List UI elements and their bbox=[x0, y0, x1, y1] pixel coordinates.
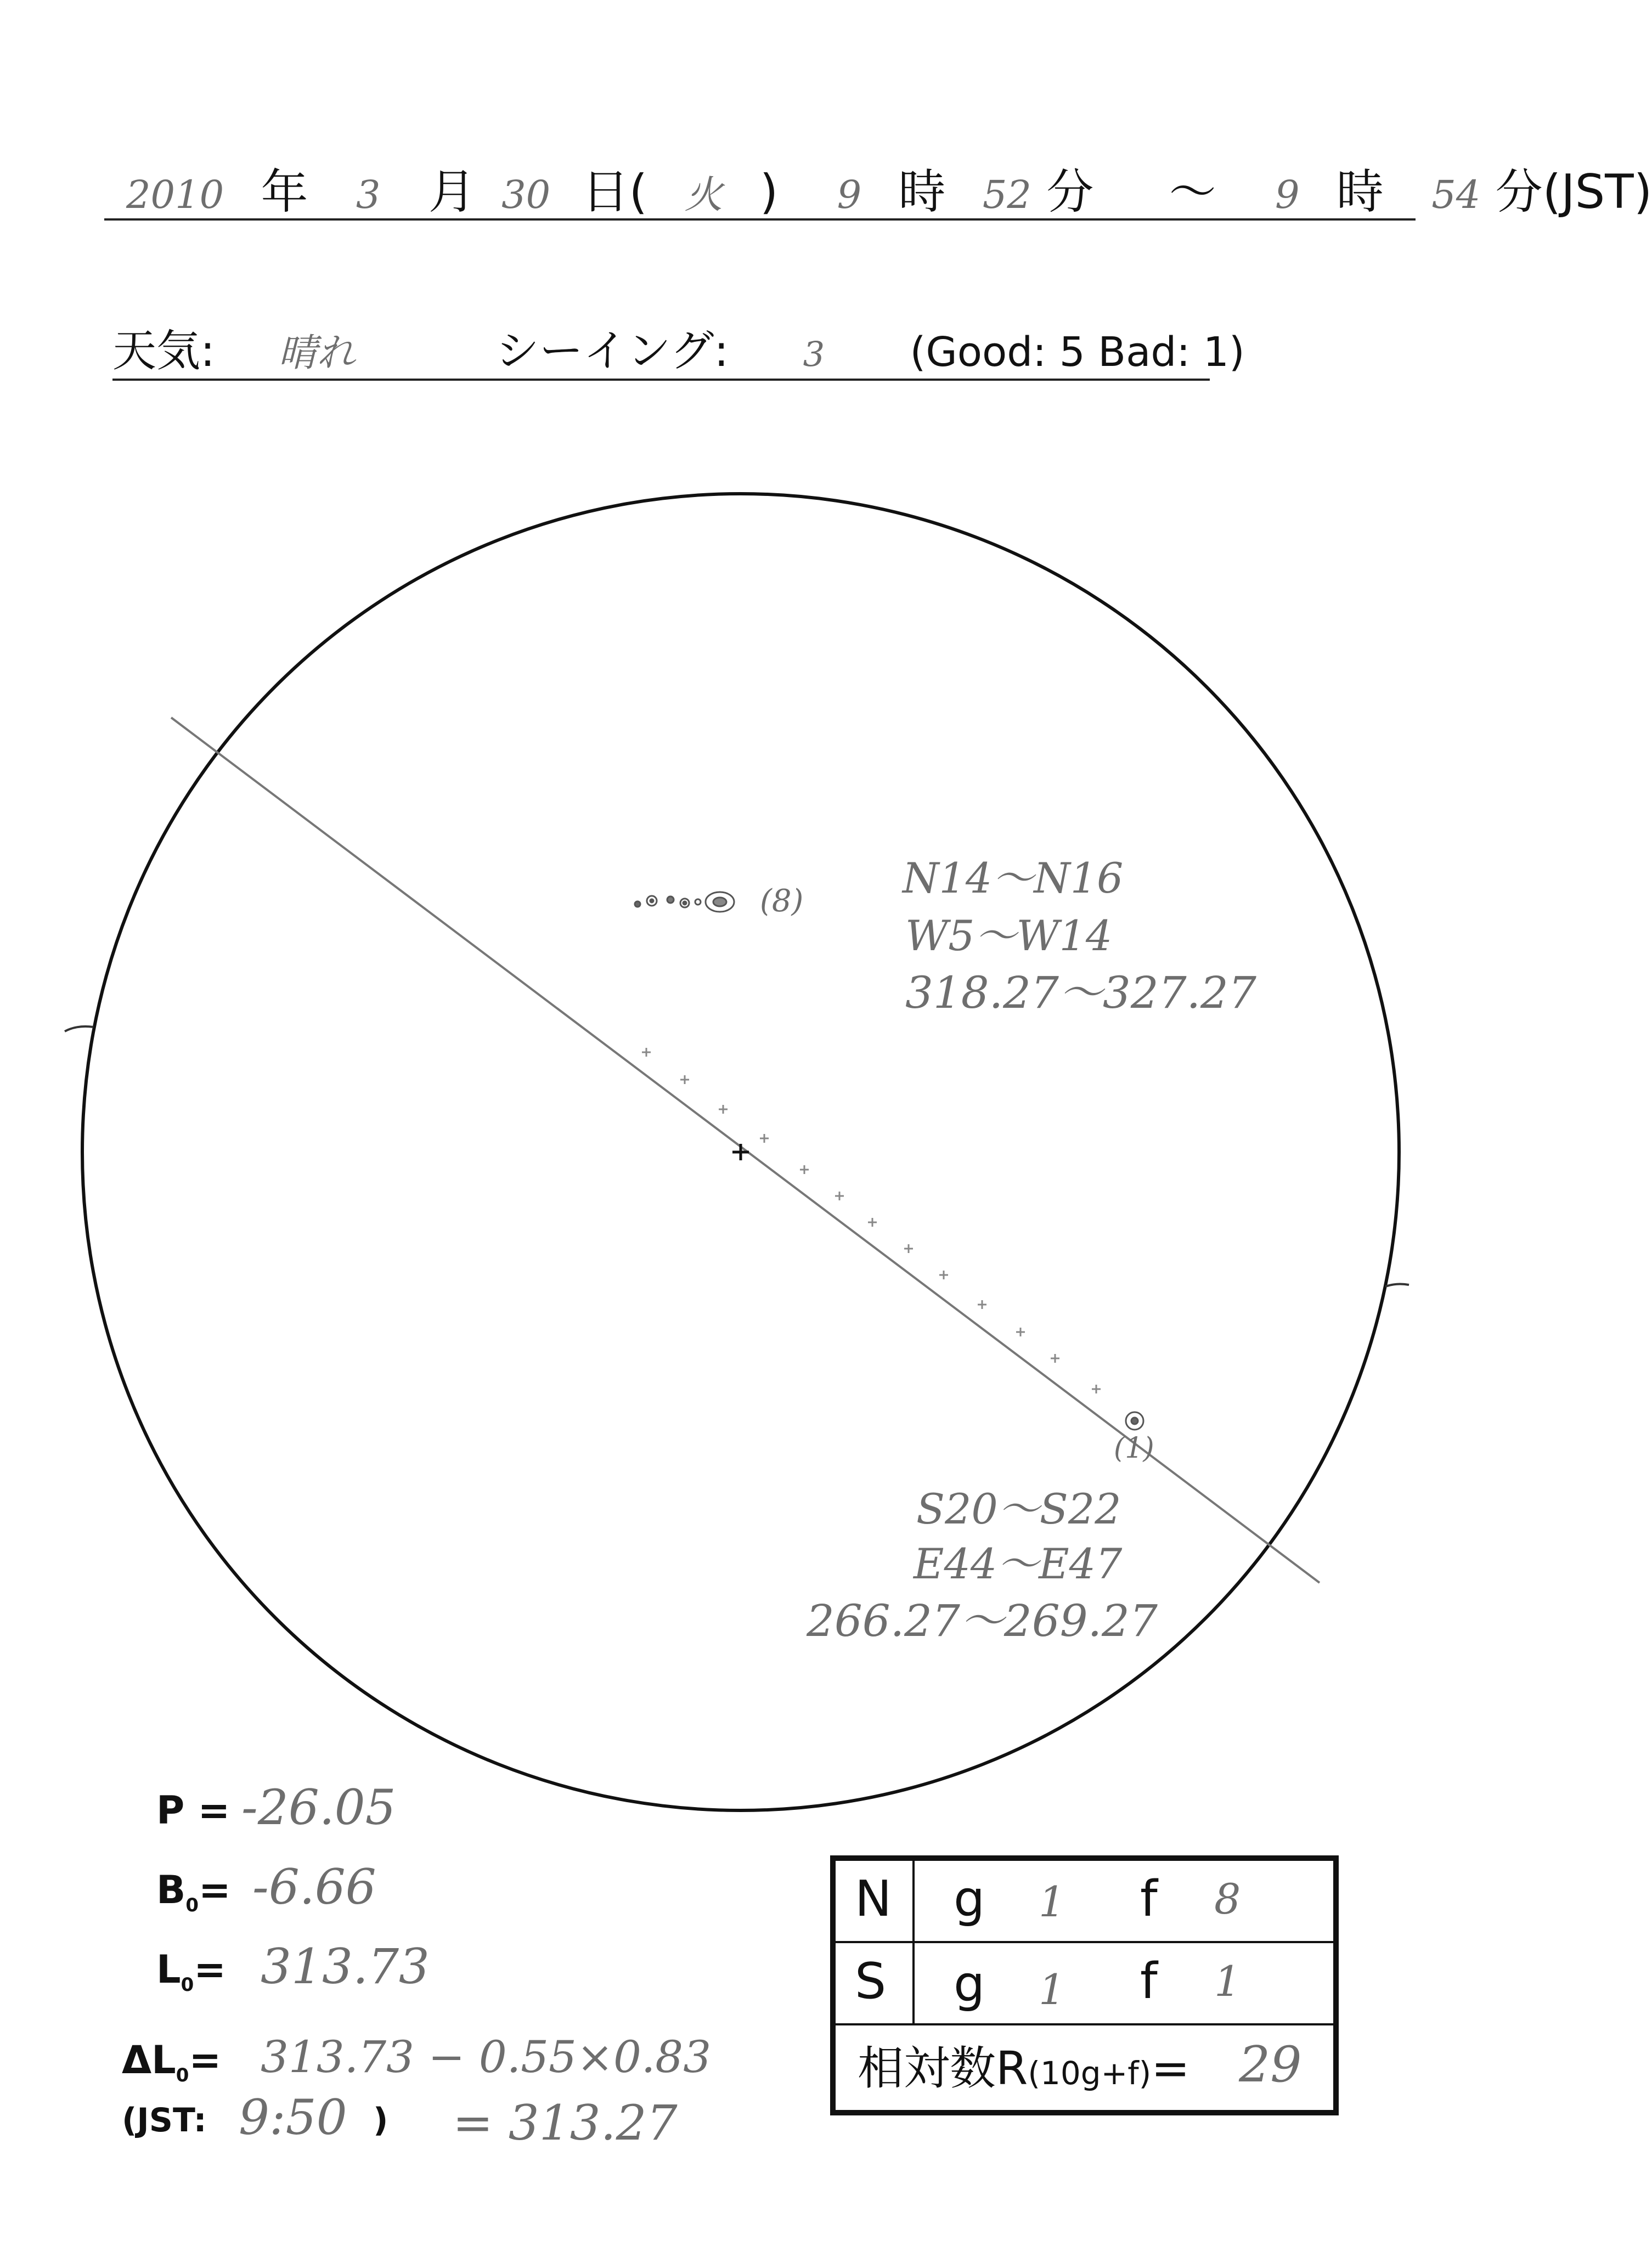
year-label: 年 bbox=[261, 165, 308, 219]
seeing-value: 3 bbox=[803, 334, 825, 374]
south-f-label: f bbox=[1140, 1952, 1158, 2010]
north-f-label: f bbox=[1140, 1870, 1158, 1928]
sunspot-count-table bbox=[830, 1855, 1339, 2115]
north-label: N bbox=[855, 1870, 892, 1928]
relative-number-label: 相対数R(10g+f)= bbox=[858, 2041, 1190, 2095]
jst-label: (JST: bbox=[122, 2101, 207, 2140]
north-row bbox=[836, 1861, 1333, 1943]
sunspot-group-south bbox=[1126, 1412, 1143, 1430]
l0-value: 313.73 bbox=[261, 1938, 430, 1995]
year-value: 2010 bbox=[126, 172, 224, 217]
delta-l0-label: $\Delta L_0=$ bbox=[122, 2038, 222, 2086]
south-group-longitude: E44〜E47 bbox=[914, 1539, 1123, 1588]
north-group-carrington: 318.27〜327.27 bbox=[905, 967, 1256, 1018]
limb-tick-left bbox=[65, 1026, 93, 1031]
south-group-carrington: 266.27〜269.27 bbox=[807, 1595, 1158, 1646]
seeing-label: シーイング: bbox=[495, 325, 729, 376]
north-g-label: g bbox=[954, 1870, 985, 1928]
p-angle-label: P = bbox=[156, 1788, 230, 1833]
day-label: 日( bbox=[582, 165, 648, 219]
relative-number-value: 29 bbox=[1239, 2036, 1302, 2093]
south-row bbox=[836, 1943, 1333, 2025]
end-minute: 54 bbox=[1431, 172, 1481, 217]
p-angle-value: -26.05 bbox=[241, 1779, 396, 1836]
minute-label: 分 bbox=[1046, 165, 1094, 219]
sunspot-group-north bbox=[635, 892, 734, 912]
weekday-value: 火 bbox=[684, 172, 723, 217]
limb-tick-right bbox=[1385, 1284, 1409, 1286]
south-g-value: 1 bbox=[1039, 1965, 1065, 2014]
weekday-close: ) bbox=[759, 165, 779, 219]
table-column-divider bbox=[912, 1861, 915, 2025]
l0-label: $L_0=$ bbox=[156, 1947, 226, 1996]
north-group-latitude: N14〜N16 bbox=[903, 854, 1124, 902]
weather-label: 天気: bbox=[112, 325, 215, 376]
relative-number-row bbox=[836, 2025, 1333, 2110]
month-label: 月 bbox=[428, 165, 476, 219]
b0-value: -6.66 bbox=[252, 1859, 376, 1915]
south-group-latitude: S20〜S22 bbox=[916, 1485, 1121, 1533]
delta-l0-result: = 313.27 bbox=[453, 2095, 678, 2151]
north-f-value: 8 bbox=[1214, 1875, 1241, 1923]
end-minute-label: 分(JST) bbox=[1495, 165, 1652, 219]
end-hour: 9 bbox=[1275, 172, 1300, 217]
seeing-scale-note: (Good: 5 Bad: 1) bbox=[910, 329, 1245, 376]
month-value: 3 bbox=[356, 172, 381, 217]
delta-l0-expression: 313.73 − 0.55×0.83 bbox=[261, 2031, 712, 2083]
south-f-value: 1 bbox=[1214, 1957, 1241, 2006]
b0-label: $B_0=$ bbox=[156, 1867, 231, 1916]
south-g-label: g bbox=[954, 1955, 985, 2013]
axis-grid-crosses bbox=[642, 1048, 1101, 1393]
time-range-tilde: 〜 bbox=[1169, 165, 1216, 219]
north-group-longitude: W5〜W14 bbox=[905, 911, 1113, 960]
start-hour: 9 bbox=[837, 172, 862, 217]
day-value: 30 bbox=[501, 172, 551, 217]
end-hour-label: 時 bbox=[1336, 165, 1384, 219]
north-group-count: (8) bbox=[760, 883, 804, 919]
south-group-count: (1) bbox=[1114, 1432, 1154, 1465]
weather-value: 晴れ bbox=[278, 330, 356, 375]
start-minute: 52 bbox=[982, 172, 1031, 217]
hour-label: 時 bbox=[898, 165, 946, 219]
jst-value: 9:50 bbox=[239, 2089, 347, 2146]
jst-close: ) bbox=[373, 2101, 388, 2140]
south-label: S bbox=[855, 1952, 887, 2010]
north-g-value: 1 bbox=[1039, 1877, 1065, 1926]
disk-center-mark bbox=[732, 1144, 749, 1160]
